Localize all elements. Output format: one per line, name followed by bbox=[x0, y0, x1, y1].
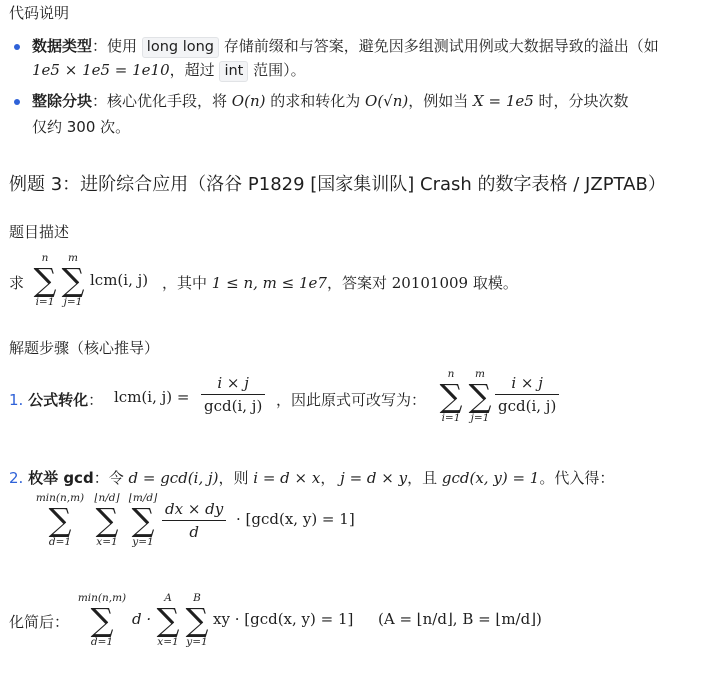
code-long-long: long long bbox=[142, 37, 219, 58]
step-text: ，则 bbox=[218, 469, 249, 487]
sigma-icon: ∑ bbox=[33, 261, 57, 299]
sum-d bbox=[76, 592, 128, 648]
problem-mod: 20101009 bbox=[391, 274, 469, 292]
step1-lhs: lcm(i, j) = bbox=[114, 388, 190, 406]
sum-lower: x=1 bbox=[157, 636, 179, 648]
problem-prefix: 求 bbox=[9, 274, 25, 292]
math-inline: X = 1e5 bbox=[473, 92, 534, 110]
bullet-text: ，例如当 bbox=[408, 92, 474, 110]
simplified-note: (A = ⌊n/d⌋, B = ⌊m/d⌋) bbox=[378, 610, 542, 628]
sum-lower: x=1 bbox=[96, 536, 118, 548]
math-inline: gcd(x, y) = 1 bbox=[441, 469, 540, 487]
fraction-denominator: gcd(i, j) bbox=[498, 397, 557, 415]
step1-fraction2 bbox=[495, 374, 559, 415]
sum-lower: j=1 bbox=[63, 296, 83, 308]
sum-lower: i=1 bbox=[441, 412, 461, 424]
sigma-icon: ∑ bbox=[131, 501, 155, 539]
step-bold: 公式转化 bbox=[28, 391, 89, 409]
sigma-icon: ∑ bbox=[468, 377, 492, 415]
fraction bbox=[495, 374, 559, 415]
sum-upper: min(n,m) bbox=[35, 492, 85, 504]
step1-label bbox=[9, 389, 103, 410]
problem-mid: ，其中 bbox=[162, 274, 208, 292]
sum-y bbox=[184, 592, 210, 648]
step1-mid: ，因此原式可改写为： bbox=[276, 391, 427, 409]
bullet-text: 存储前缀和与答案，避免因多组测试用例或大数据导致的溢出（如 bbox=[219, 37, 659, 55]
sum-upper: n bbox=[41, 252, 49, 264]
fraction-numerator: i × j bbox=[495, 374, 559, 395]
bullet-text: 时，分块次数 bbox=[533, 92, 629, 110]
bullet-block-division bbox=[32, 90, 629, 111]
example-heading: 例题 3：进阶综合应用（洛谷 P1829 [国家集训队] Crash 的数字表格 / JZPTAB） bbox=[9, 174, 666, 195]
sum-lower: j=1 bbox=[470, 412, 490, 424]
math-inline: i = d × x bbox=[253, 469, 321, 487]
bullet-text: ：核心优化手段，将 bbox=[92, 92, 232, 110]
sum-upper: m bbox=[475, 368, 485, 380]
problem-expr: lcm(i, j) bbox=[90, 271, 149, 289]
math-inline: 1e5 × 1e5 = 1e10 bbox=[32, 61, 170, 79]
simplified-tail: xy · [gcd(x, y) = 1] bbox=[213, 610, 354, 628]
sum-y bbox=[126, 492, 160, 548]
problem-cond: 1 ≤ n, m ≤ 1e7 bbox=[211, 274, 327, 292]
math-inline: O(n) bbox=[231, 92, 266, 110]
step-colon: ： bbox=[88, 391, 104, 409]
sigma-icon: ∑ bbox=[48, 501, 72, 539]
step2-line bbox=[9, 467, 614, 488]
sigma-icon: ∑ bbox=[95, 501, 119, 539]
sum-j bbox=[467, 368, 493, 424]
fraction bbox=[201, 374, 265, 415]
step-bold: 枚举 gcd bbox=[28, 469, 94, 487]
simplified-d: d · bbox=[132, 610, 152, 628]
math-inline: d = gcd(i, j) bbox=[128, 469, 219, 487]
sum-x bbox=[155, 592, 181, 648]
sum-i bbox=[32, 252, 58, 308]
step-number: 2. bbox=[9, 469, 24, 487]
bullet-text: 范围）。 bbox=[248, 61, 306, 79]
sum-lower: y=1 bbox=[186, 636, 208, 648]
fraction bbox=[162, 500, 226, 541]
math-inline: O(√n) bbox=[365, 92, 409, 110]
step-text: ， bbox=[320, 469, 336, 487]
sum-lower: d=1 bbox=[48, 536, 72, 548]
step-number: 1. bbox=[9, 391, 24, 409]
bullet-bold: 整除分块 bbox=[32, 92, 93, 110]
sum-upper: B bbox=[193, 592, 201, 604]
steps-heading: 解题步骤（核心推导） bbox=[9, 339, 160, 357]
problem-suffix: 取模。 bbox=[472, 274, 518, 292]
step-text: 。代入得： bbox=[539, 469, 615, 487]
fraction-numerator: i × j bbox=[201, 374, 265, 395]
step2-fraction bbox=[162, 500, 226, 541]
problem-mid2: ，答案对 bbox=[326, 274, 387, 292]
bullet-block-division-line2: 仅约 300 次。 bbox=[32, 118, 131, 136]
bullet-data-type-line2 bbox=[32, 59, 306, 82]
bullet-data-type bbox=[32, 35, 659, 58]
sum-upper: ⌊m/d⌋ bbox=[128, 492, 158, 504]
sum-lower: d=1 bbox=[90, 636, 114, 648]
desc-heading: 题目描述 bbox=[9, 223, 70, 241]
sum-d bbox=[34, 492, 86, 548]
sigma-icon: ∑ bbox=[156, 601, 180, 639]
sum-i bbox=[438, 368, 464, 424]
sum-upper: A bbox=[164, 592, 172, 604]
sum-upper: n bbox=[447, 368, 455, 380]
sigma-icon: ∑ bbox=[90, 601, 114, 639]
step-text: ，且 bbox=[407, 469, 438, 487]
step-text: ：令 bbox=[93, 469, 124, 487]
bullet-bold: 数据类型 bbox=[32, 37, 93, 55]
sum-upper: m bbox=[68, 252, 78, 264]
simplified-label: 化简后： bbox=[9, 613, 70, 631]
math-inline: j = d × y bbox=[340, 469, 408, 487]
fraction-numerator: dx × dy bbox=[162, 500, 226, 521]
sum-lower: i=1 bbox=[35, 296, 55, 308]
step1-fraction bbox=[201, 374, 265, 415]
code-int: int bbox=[219, 61, 248, 82]
sum-upper: ⌊n/d⌋ bbox=[94, 492, 120, 504]
bullet-text: ：使用 bbox=[92, 37, 142, 55]
sum-upper: min(n,m) bbox=[77, 592, 127, 604]
bullet-text: 的求和转化为 bbox=[265, 92, 366, 110]
sigma-icon: ∑ bbox=[185, 601, 209, 639]
sum-lower: y=1 bbox=[132, 536, 154, 548]
sum-j bbox=[60, 252, 86, 308]
section-label: 代码说明 bbox=[9, 4, 70, 22]
bullet-text: ，超过 bbox=[169, 61, 220, 79]
fraction-denominator: d bbox=[189, 523, 199, 541]
bullet-dot bbox=[14, 44, 20, 50]
sum-x bbox=[90, 492, 124, 548]
sigma-icon: ∑ bbox=[439, 377, 463, 415]
fraction-denominator: gcd(i, j) bbox=[204, 397, 263, 415]
sigma-icon: ∑ bbox=[61, 261, 85, 299]
problem-text bbox=[162, 272, 518, 293]
step2-tail: · [gcd(x, y) = 1] bbox=[236, 510, 355, 528]
bullet-dot bbox=[14, 99, 20, 105]
